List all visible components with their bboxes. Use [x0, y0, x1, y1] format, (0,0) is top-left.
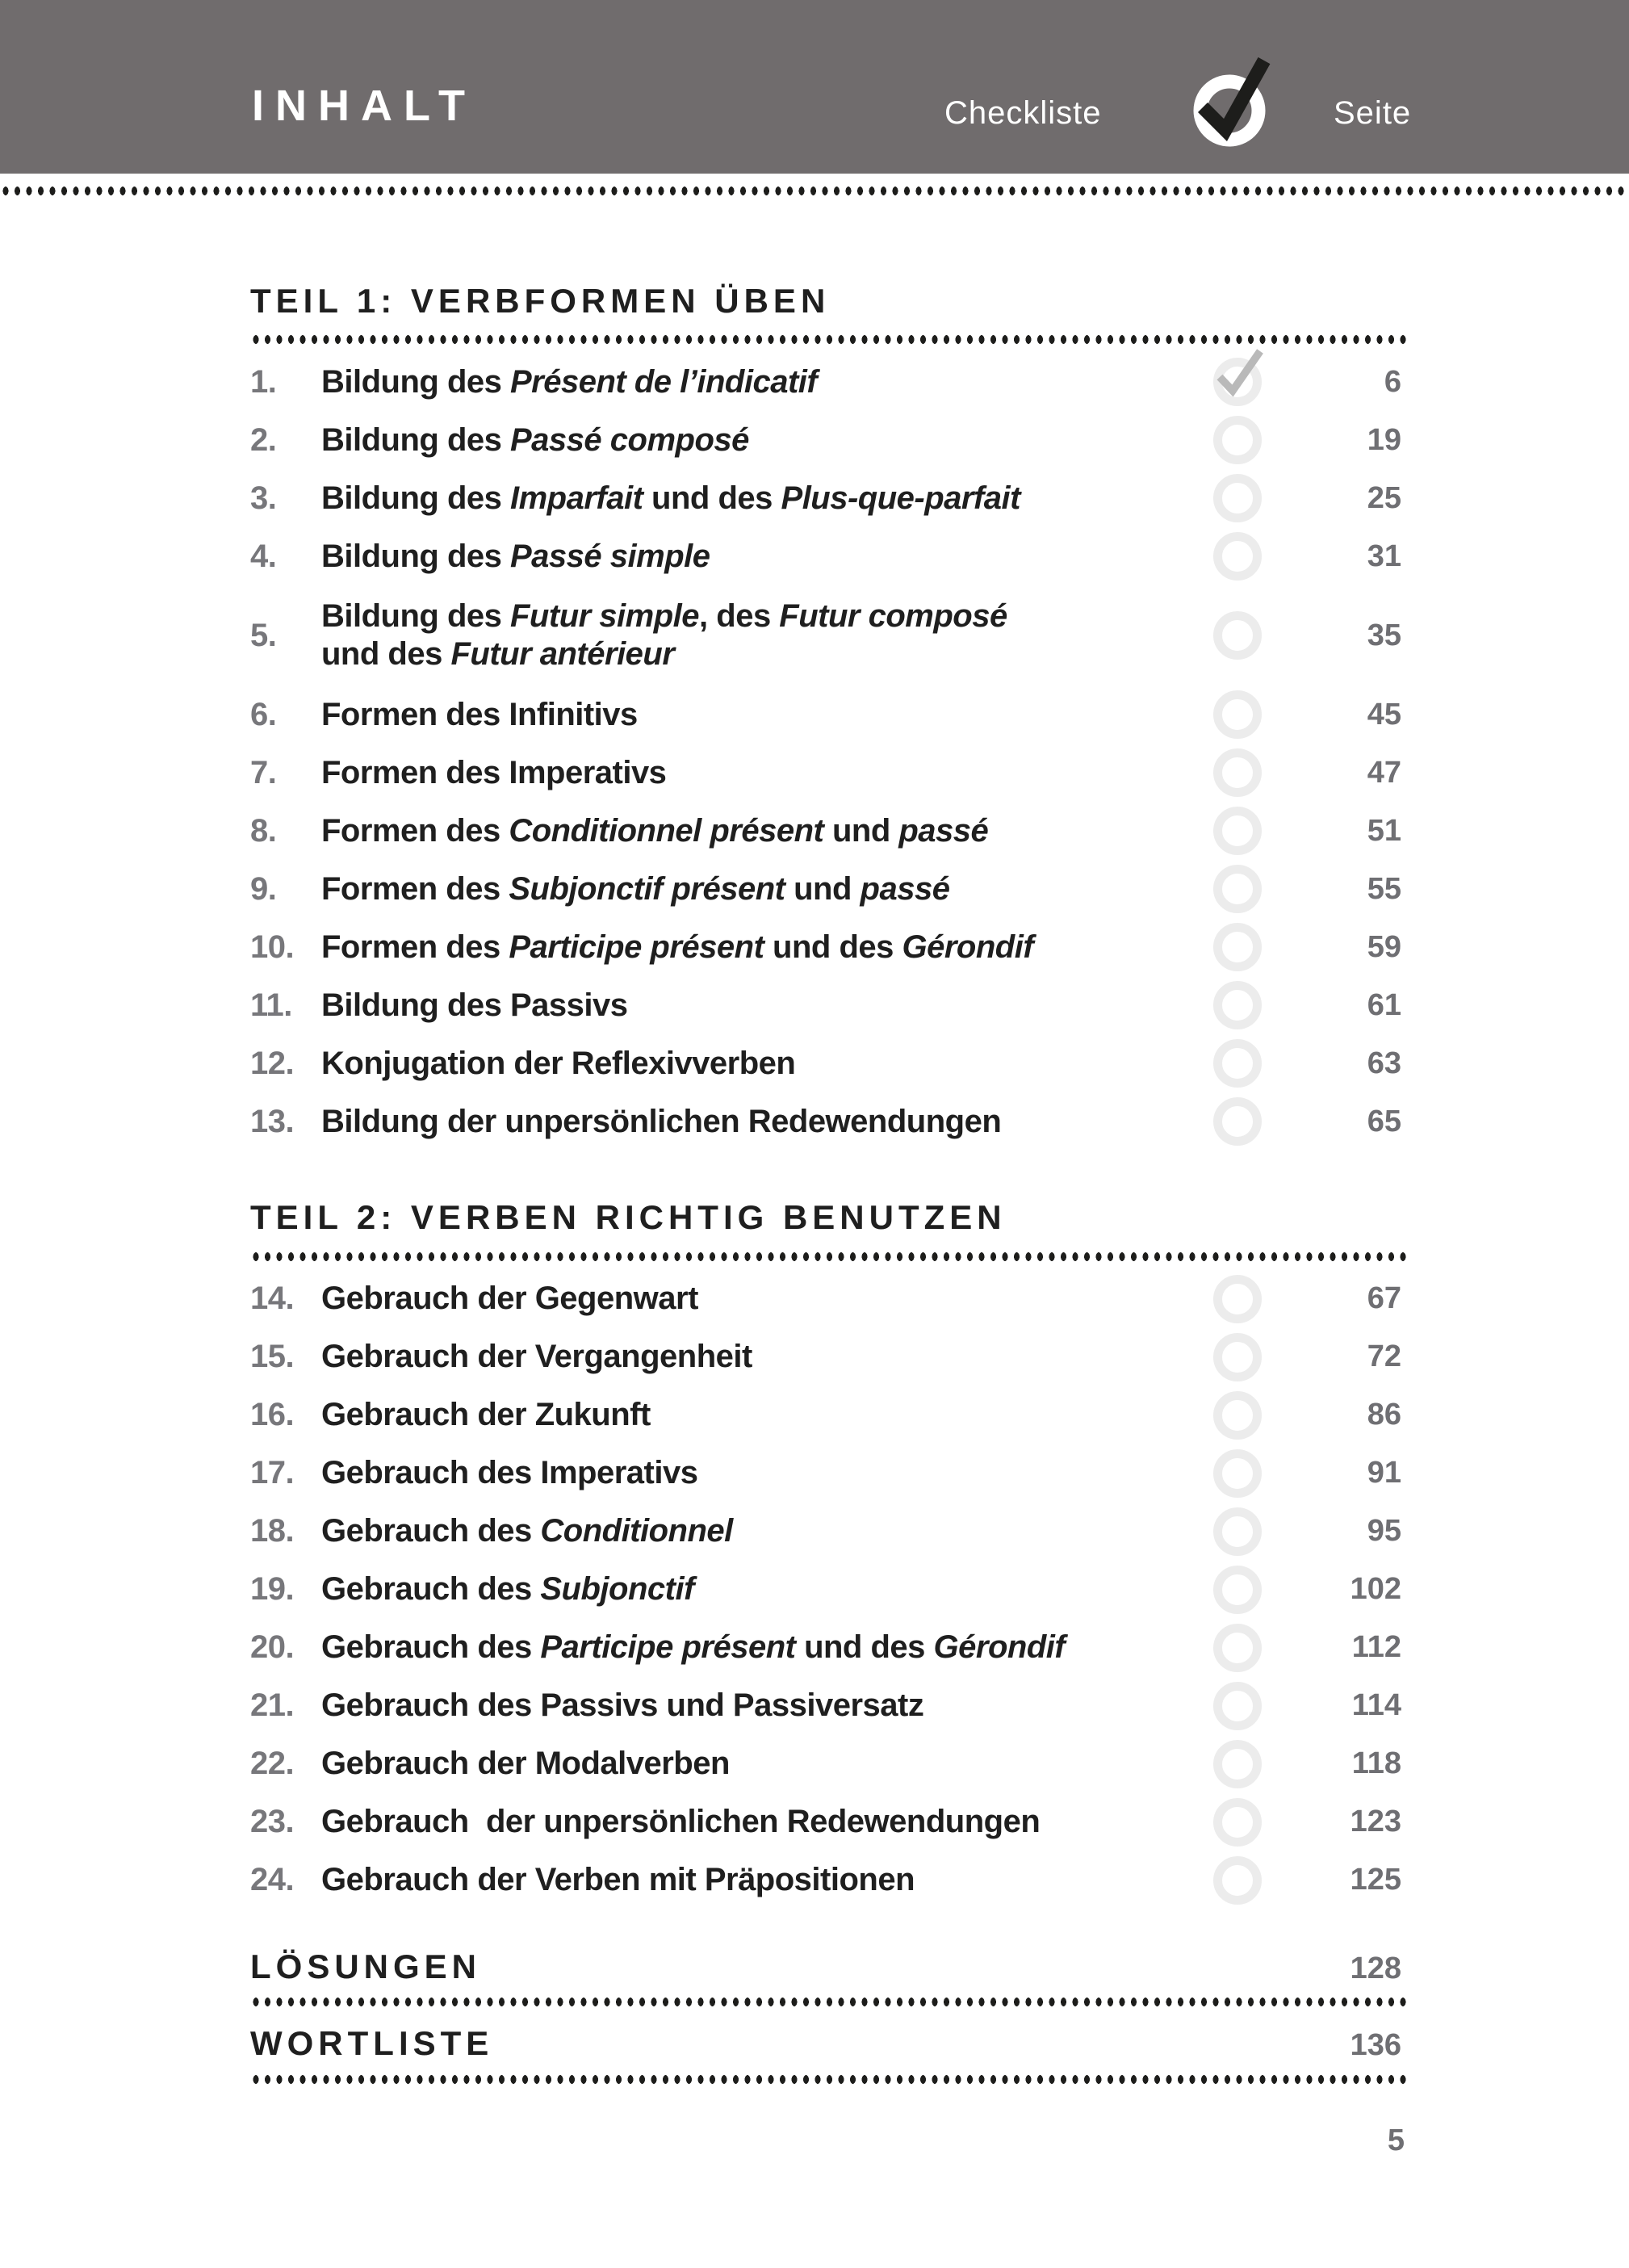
item-number: 22. — [250, 1746, 295, 1782]
item-title — [321, 1512, 1197, 1550]
item-title-run: Futur antérieur — [450, 636, 675, 673]
item-title-run: und des — [321, 636, 451, 673]
item-number: 9. — [250, 870, 277, 907]
checklist-circle[interactable] — [1213, 1566, 1262, 1614]
item-title-run: Présent de l’indicatif — [510, 363, 818, 400]
item-title-run: passé — [860, 870, 950, 907]
item-title — [321, 1861, 1197, 1899]
item-page-number: 118 — [1351, 1746, 1401, 1781]
item-title-run: Passé composé — [510, 421, 749, 458]
item-title — [321, 1803, 1197, 1841]
toc-item-row[interactable] — [250, 860, 1409, 918]
item-page-number: 112 — [1351, 1630, 1401, 1665]
item-page-number: 72 — [1367, 1339, 1401, 1374]
toc-item-row[interactable] — [250, 585, 1409, 685]
item-number: 2. — [250, 421, 277, 458]
item-title — [321, 929, 1197, 966]
item-title-run: passé — [898, 812, 989, 849]
section-rows — [250, 353, 1409, 1151]
circle-ring — [1213, 1624, 1262, 1672]
item-number: 8. — [250, 812, 277, 849]
toc-footer-entry — [250, 1947, 1409, 2007]
checklist-circle[interactable] — [1213, 611, 1262, 660]
item-page-number: 45 — [1367, 697, 1401, 732]
section-heading: TEIL 2: VERBEN RICHTIG BENUTZEN — [250, 1198, 1007, 1237]
circle-ring — [1213, 1449, 1262, 1498]
circle-ring — [1213, 1507, 1262, 1556]
toc-footer-entry — [250, 2023, 1409, 2084]
checklist-circle[interactable] — [1213, 1097, 1262, 1146]
item-title — [321, 812, 1197, 850]
item-page-number: 67 — [1367, 1281, 1401, 1316]
item-number: 3. — [250, 480, 277, 516]
circle-ring — [1213, 474, 1262, 522]
item-page-number: 125 — [1350, 1863, 1401, 1897]
item-title — [321, 1045, 1197, 1083]
item-title-run: Gebrauch der Vergangenheit — [321, 1339, 752, 1375]
item-title — [321, 480, 1197, 518]
item-number: 7. — [250, 754, 277, 790]
item-title-run: Bildung der unpersönlichen Redewendungen — [321, 1103, 1002, 1139]
item-title — [321, 1629, 1197, 1666]
item-title-run: Gebrauch des — [321, 1571, 541, 1608]
circle-ring — [1213, 1391, 1262, 1440]
toc-item-row[interactable] — [250, 527, 1409, 585]
circle-ring — [1213, 532, 1262, 581]
toc-item-row[interactable] — [250, 1793, 1409, 1851]
item-title-run: und des — [643, 480, 781, 516]
item-title-run: Subjonctif — [540, 1571, 694, 1608]
item-title — [321, 987, 1197, 1025]
item-page-number: 19 — [1367, 422, 1401, 457]
circle-ring — [1213, 923, 1262, 971]
item-title-run: Participe présent — [540, 1629, 796, 1666]
item-page-number: 55 — [1367, 871, 1401, 906]
item-title-run: Formen des Imperativs — [321, 754, 667, 790]
item-title-run: Formen des Infinitivs — [321, 696, 638, 732]
toc-item-row[interactable] — [250, 1386, 1409, 1444]
item-number: 12. — [250, 1045, 295, 1081]
section-divider — [250, 1251, 1409, 1262]
item-title — [321, 1454, 1197, 1492]
toc-item-row[interactable] — [250, 976, 1409, 1034]
toc-item-row[interactable] — [250, 1619, 1409, 1677]
item-title-run: Formen des — [321, 929, 509, 965]
item-number: 17. — [250, 1455, 295, 1491]
toc-item-row[interactable] — [250, 802, 1409, 860]
checklist-circle[interactable] — [1213, 1039, 1262, 1088]
item-number: 13. — [250, 1103, 295, 1139]
circle-ring — [1213, 1856, 1262, 1905]
item-number: 1. — [250, 363, 277, 400]
checklist-circle[interactable] — [1213, 865, 1262, 913]
circle-ring — [1213, 611, 1262, 660]
footer-entry-page: 128 — [1350, 1951, 1401, 1985]
item-title-run: Passé simple — [510, 538, 710, 574]
section-divider — [250, 334, 1409, 345]
item-title-run: Bildung des Passivs — [321, 987, 628, 1023]
item-title-run: Bildung des — [321, 480, 510, 516]
circle-ring — [1213, 981, 1262, 1029]
item-title-run: Gebrauch der Gegenwart — [321, 1281, 698, 1317]
item-title-run: Participe présent — [509, 929, 764, 965]
item-number: 16. — [250, 1397, 295, 1433]
footer-entry-page: 136 — [1350, 2028, 1401, 2063]
item-title — [321, 1338, 1197, 1376]
circle-ring — [1213, 1097, 1262, 1146]
toc-item-row[interactable] — [250, 411, 1409, 469]
item-page-number: 95 — [1367, 1514, 1401, 1549]
footer-entry-label: LÖSUNGEN — [250, 1947, 482, 1985]
item-title-run: und — [823, 812, 899, 849]
item-page-number: 65 — [1367, 1104, 1401, 1138]
checklist-circle[interactable] — [1213, 1507, 1262, 1556]
section-heading: TEIL 1: VERBFORMEN ÜBEN — [250, 282, 831, 320]
checklist-circle[interactable] — [1213, 807, 1262, 855]
item-page-number: 114 — [1351, 1688, 1401, 1723]
circle-ring — [1213, 690, 1262, 739]
item-title — [321, 421, 1197, 459]
item-title-run: Bildung des — [321, 421, 510, 458]
checklist-circle[interactable] — [1213, 923, 1262, 971]
toc-item-row[interactable] — [250, 1735, 1409, 1793]
item-page-number: 6 — [1384, 364, 1401, 399]
item-number: 24. — [250, 1862, 295, 1898]
item-title — [321, 754, 1197, 792]
item-page-number: 91 — [1367, 1456, 1401, 1490]
toc-item-row[interactable] — [250, 1270, 1409, 1328]
item-title-run: und — [785, 870, 861, 907]
item-title — [321, 1745, 1197, 1783]
item-number: 23. — [250, 1804, 295, 1840]
item-title — [321, 1103, 1197, 1141]
check-mark-icon — [1210, 345, 1270, 405]
checklist-circle[interactable] — [1213, 358, 1262, 406]
checkliste-column-label: Checkliste — [944, 95, 1102, 131]
item-title-run: Gebrauch der Verben mit Präpositionen — [321, 1862, 915, 1898]
item-title-run: Conditionnel présent — [509, 812, 824, 849]
item-page-number: 63 — [1367, 1046, 1401, 1080]
item-title-run: Gérondif — [933, 1629, 1066, 1666]
footer-entry-label: WORTLISTE — [250, 2024, 494, 2063]
checklist-circle[interactable] — [1213, 1798, 1262, 1847]
circle-ring — [1213, 1740, 1262, 1788]
toc-item-row[interactable] — [250, 1444, 1409, 1503]
page-number: 5 — [1387, 2123, 1405, 2157]
circle-ring — [1213, 1275, 1262, 1323]
page-title: INHALT — [252, 82, 476, 130]
section-rows — [250, 1270, 1409, 1910]
item-page-number: 61 — [1367, 987, 1401, 1022]
item-title — [321, 538, 1197, 576]
item-title-run: Conditionnel — [540, 1513, 733, 1549]
item-page-number: 31 — [1367, 539, 1401, 573]
footer-entry-row[interactable] — [250, 1947, 1409, 1987]
item-title-run: Bildung des — [321, 538, 510, 574]
checklist-circle[interactable] — [1213, 690, 1262, 739]
item-title-run: Gérondif — [902, 929, 1034, 965]
circle-ring — [1213, 865, 1262, 913]
checklist-circle[interactable] — [1213, 1449, 1262, 1498]
item-title-run: und des — [795, 1629, 934, 1666]
checklist-circle[interactable] — [1213, 1682, 1262, 1730]
checklist-circle[interactable] — [1213, 532, 1262, 581]
toc-item-row[interactable] — [250, 918, 1409, 976]
footer-divider — [250, 2074, 1409, 2085]
circle-ring — [1213, 1333, 1262, 1381]
item-title — [321, 1396, 1197, 1434]
item-number: 15. — [250, 1339, 295, 1375]
item-title-run: Gebrauch der unpersönlichen Redewendungen — [321, 1804, 1041, 1840]
checklist-circle[interactable] — [1213, 981, 1262, 1029]
item-page-number: 123 — [1350, 1805, 1401, 1839]
item-page-number: 47 — [1367, 755, 1401, 790]
item-number: 19. — [250, 1571, 295, 1608]
toc-item-row[interactable] — [250, 1092, 1409, 1151]
item-title-run: Gebrauch des Passivs und Passiversatz — [321, 1687, 924, 1724]
item-number: 10. — [250, 929, 295, 965]
item-title-run: Subjonctif présent — [509, 870, 785, 907]
item-number: 5. — [250, 617, 277, 653]
checklist-circle[interactable] — [1213, 1275, 1262, 1323]
item-number: 21. — [250, 1687, 295, 1724]
checklist-circle[interactable] — [1213, 748, 1262, 797]
item-page-number: 59 — [1367, 929, 1401, 964]
checklist-circle[interactable] — [1213, 1624, 1262, 1672]
item-number: 4. — [250, 538, 277, 574]
toc-item-row[interactable] — [250, 744, 1409, 802]
item-number: 20. — [250, 1629, 295, 1666]
item-title — [321, 363, 1197, 401]
item-title-run: Konjugation der Reflexivverben — [321, 1045, 796, 1081]
item-title — [321, 597, 1197, 673]
checklist-circle[interactable] — [1213, 1740, 1262, 1788]
item-number: 11. — [250, 987, 292, 1023]
item-page-number: 25 — [1367, 480, 1401, 515]
footer-divider — [250, 1997, 1409, 2007]
item-title-run: Gebrauch des — [321, 1513, 541, 1549]
checklist-circle[interactable] — [1213, 416, 1262, 464]
item-title — [321, 1280, 1197, 1318]
item-page-number: 35 — [1367, 618, 1401, 652]
item-title-run: Futur composé — [779, 598, 1007, 635]
seite-column-label: Seite — [1334, 95, 1412, 131]
item-number: 14. — [250, 1281, 295, 1317]
item-title-run: Formen des — [321, 812, 509, 849]
circle-ring — [1213, 1798, 1262, 1847]
checklist-circle[interactable] — [1213, 1391, 1262, 1440]
checklist-circle[interactable] — [1213, 1856, 1262, 1905]
toc-section — [250, 281, 1409, 1151]
item-page-number: 51 — [1367, 813, 1401, 848]
toc-item-row[interactable] — [250, 1677, 1409, 1735]
item-number: 6. — [250, 696, 277, 732]
item-title-run: , des — [699, 598, 780, 635]
toc-item-row[interactable] — [250, 1851, 1409, 1910]
toc-item-row[interactable] — [250, 469, 1409, 527]
item-title-run: Gebrauch der Modalverben — [321, 1746, 730, 1782]
toc-item-row[interactable] — [250, 1561, 1409, 1619]
checklist-circle[interactable] — [1213, 1333, 1262, 1381]
footer-entry-row[interactable] — [250, 2023, 1409, 2064]
circle-ring — [1213, 1682, 1262, 1730]
toc-item-row[interactable] — [250, 1328, 1409, 1386]
toc-item-row[interactable] — [250, 353, 1409, 411]
item-title-run: Futur simple — [510, 598, 700, 635]
item-number: 18. — [250, 1513, 295, 1549]
toc-item-row[interactable] — [250, 1503, 1409, 1561]
toc-content — [250, 0, 1412, 2085]
item-title-run: Gebrauch der Zukunft — [321, 1397, 651, 1433]
item-title-run: Imparfait — [510, 480, 643, 516]
item-title-run: Bildung des — [321, 598, 510, 635]
circle-ring — [1213, 748, 1262, 797]
item-title-run: Gebrauch des — [321, 1629, 541, 1666]
item-title-run: Gebrauch des Imperativs — [321, 1455, 698, 1491]
circle-ring — [1213, 807, 1262, 855]
item-title-run: Formen des — [321, 870, 509, 907]
item-title — [321, 696, 1197, 734]
item-page-number: 102 — [1350, 1572, 1401, 1607]
item-page-number: 86 — [1367, 1398, 1401, 1432]
item-title — [321, 1687, 1197, 1725]
toc-item-row[interactable] — [250, 685, 1409, 744]
toc-item-row[interactable] — [250, 1034, 1409, 1092]
toc-section — [250, 1197, 1409, 1909]
item-title-run: Bildung des — [321, 363, 510, 400]
circle-ring — [1213, 1039, 1262, 1088]
item-title — [321, 1570, 1197, 1608]
item-title — [321, 870, 1197, 908]
checklist-circle[interactable] — [1213, 474, 1262, 522]
item-title-run: und des — [764, 929, 902, 965]
circle-ring — [1213, 416, 1262, 464]
item-title-run: Plus-que-parfait — [781, 480, 1020, 516]
circle-ring — [1213, 1566, 1262, 1614]
